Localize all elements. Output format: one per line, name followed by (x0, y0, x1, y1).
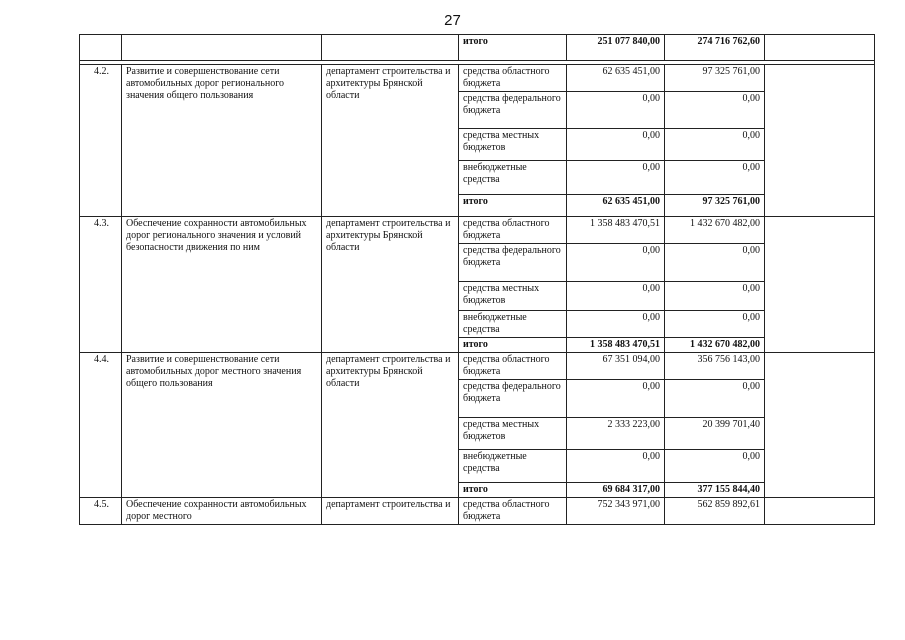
value-2: 97 325 761,00 (665, 65, 765, 92)
value-1: 67 351 094,00 (567, 353, 665, 380)
notes-cell (765, 353, 875, 498)
section-executor: департамент строительства и архитектуры Брянской области (322, 217, 459, 353)
value-2: 356 756 143,00 (665, 353, 765, 380)
notes-cell (765, 498, 875, 525)
value-1: 1 358 483 470,51 (567, 217, 665, 244)
value-2: 562 859 892,61 (665, 498, 765, 525)
table-row (80, 353, 875, 380)
value-1: 0,00 (567, 311, 665, 338)
funding-source: средства областного бюджета (459, 217, 567, 244)
cell (322, 35, 459, 61)
notes-cell (765, 65, 875, 217)
funding-source: средства местных бюджетов (459, 129, 567, 161)
total-value-1: 1 358 483 470,51 (567, 338, 665, 353)
value-2: 0,00 (665, 244, 765, 282)
notes-cell (765, 217, 875, 353)
total-value-1: 69 684 317,00 (567, 483, 665, 498)
value-1: 2 333 223,00 (567, 418, 665, 450)
section-number: 4.3. (80, 217, 122, 353)
cell (122, 35, 322, 61)
total-label: итого (459, 338, 567, 353)
funding-source: средства областного бюджета (459, 353, 567, 380)
funding-source: средства местных бюджетов (459, 282, 567, 311)
value-2: 0,00 (665, 129, 765, 161)
table-row (80, 498, 875, 525)
section-number: 4.2. (80, 65, 122, 217)
cell (765, 35, 875, 61)
value-2: 0,00 (665, 92, 765, 129)
section-executor: департамент строительства и архитектуры Брянской области (322, 65, 459, 217)
value-1: 62 635 451,00 (567, 65, 665, 92)
value-1: 752 343 971,00 (567, 498, 665, 525)
value-2: 0,00 (665, 282, 765, 311)
value-1: 0,00 (567, 244, 665, 282)
total-label: итого (459, 483, 567, 498)
total-value-2: 1 432 670 482,00 (665, 338, 765, 353)
total-value-2: 274 716 762,60 (665, 35, 765, 61)
table-row (80, 65, 875, 92)
value-2: 1 432 670 482,00 (665, 217, 765, 244)
cell (80, 35, 122, 61)
total-label: итого (459, 35, 567, 61)
value-2: 0,00 (665, 311, 765, 338)
section-number: 4.4. (80, 353, 122, 498)
funding-source: средства федерального бюджета (459, 380, 567, 418)
section-title: Обеспечение сохранности автомобильных дорог местного (122, 498, 322, 525)
value-1: 0,00 (567, 129, 665, 161)
table-row (80, 217, 875, 244)
funding-source: средства федерального бюджета (459, 244, 567, 282)
total-value-2: 97 325 761,00 (665, 195, 765, 217)
budget-table (79, 34, 875, 525)
value-1: 0,00 (567, 92, 665, 129)
value-2: 0,00 (665, 380, 765, 418)
funding-source: средства федерального бюджета (459, 92, 567, 129)
value-2: 20 399 701,40 (665, 418, 765, 450)
funding-source: внебюджетные средства (459, 450, 567, 483)
value-2: 0,00 (665, 450, 765, 483)
section-title: Обеспечение сохранности автомобильных дорог регионального значения и условий безопасности движения по ним (122, 217, 322, 353)
funding-source: внебюджетные средства (459, 161, 567, 195)
page-number: 27 (444, 12, 461, 29)
total-value-1: 62 635 451,00 (567, 195, 665, 217)
funding-source: средства областного бюджета (459, 498, 567, 525)
total-value-1: 251 077 840,00 (567, 35, 665, 61)
section-title: Развитие и совершенствование сети автомобильных дорог местного значения общего пользования (122, 353, 322, 498)
total-value-2: 377 155 844,40 (665, 483, 765, 498)
value-2: 0,00 (665, 161, 765, 195)
section-number: 4.5. (80, 498, 122, 525)
funding-source: внебюджетные средства (459, 311, 567, 338)
value-1: 0,00 (567, 282, 665, 311)
section-executor: департамент строительства и архитектуры Брянской области (322, 353, 459, 498)
value-1: 0,00 (567, 450, 665, 483)
total-label: итого (459, 195, 567, 217)
value-1: 0,00 (567, 161, 665, 195)
table-row-carryover-total (80, 35, 875, 61)
funding-source: средства областного бюджета (459, 65, 567, 92)
section-executor: департамент строительства и (322, 498, 459, 525)
section-title: Развитие и совершенствование сети автомобильных дорог регионального значения общего пользования (122, 65, 322, 217)
value-1: 0,00 (567, 380, 665, 418)
funding-source: средства местных бюджетов (459, 418, 567, 450)
